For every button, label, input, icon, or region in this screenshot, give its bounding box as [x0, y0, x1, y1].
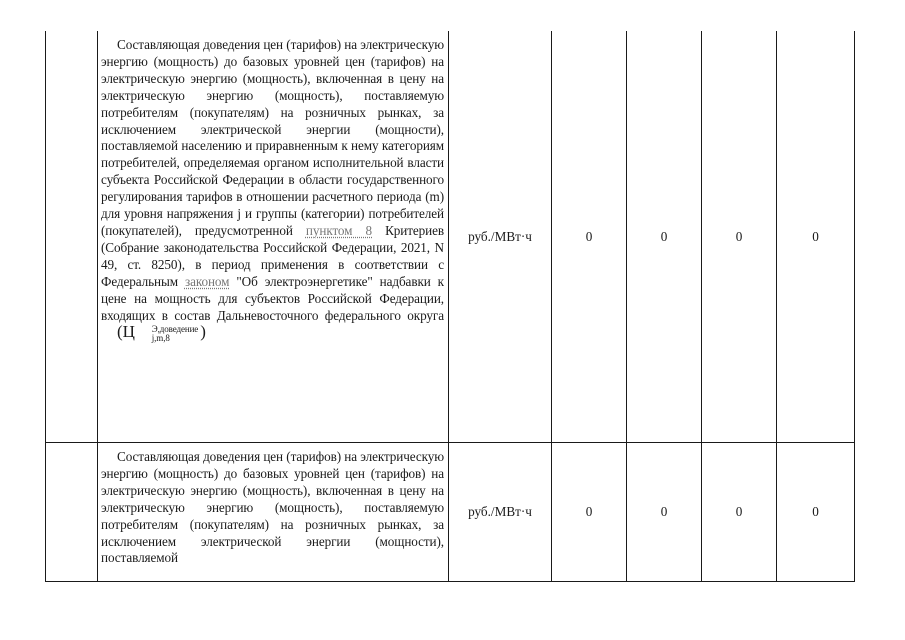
formula: [101, 324, 206, 343]
unit-cell: руб./МВт·ч: [449, 31, 552, 443]
value-cell: 0: [777, 31, 855, 443]
value-cell: 0: [627, 443, 702, 582]
row-number-cell: [46, 31, 98, 443]
description-part: "Об электроэнергетике" надбавки к цене на мощность для субъектов Российской Федерации, входящих в состав Дальневосточного федерального округа: [101, 273, 444, 323]
value-cell: 0: [702, 443, 777, 582]
value-cell: 0: [702, 31, 777, 443]
description-text: [101, 37, 444, 343]
formula-open-paren: (: [117, 322, 123, 342]
unit-cell: руб./МВт·ч: [449, 443, 552, 582]
table-row: [46, 443, 855, 582]
formula-close-paren: ): [200, 322, 206, 342]
formula-superscript: Э,доведение: [151, 324, 199, 335]
value-cell: 0: [777, 443, 855, 582]
criteria-point-link[interactable]: пунктом 8: [305, 222, 373, 238]
description-text: Составляющая доведения цен (тарифов) на электрическую энергию (мощность) до базовых уровней цен (тарифов) на электрическую энергию (мощность), включенная в цену на электрическую энергию (мощность), поставляемую потребителям (покупателям) на розничных рынках, за исключением электрической энергии (мощности), поставляемой: [101, 449, 444, 566]
value-cell: 0: [552, 443, 627, 582]
tariff-table: [45, 31, 855, 582]
description-part: Составляющая доведения цен (тарифов) на электрическую энергию (мощность) до базовых уровней цен (тарифов) на электрическую энергию (мощность), включенная в цену на электрическую энергию (мощность), поставляемую потребителям (покупателям) на розничных рынках, за исключением электрической энергии (мощности), поставляемой населению и приравненным к нему категориям потребителей, определяемая органом исполнительной власти субъекта Российской Федерации в области государственного регулирования тарифов в отношении расчетного периода (m) для уровня напряжения j и группы (категории) потребителей (покупателей), предусмотренной: [101, 37, 444, 238]
formula-subscript: j,m,8: [151, 333, 170, 344]
description-cell: [98, 31, 449, 443]
value-cell: 0: [627, 31, 702, 443]
description-cell: [98, 443, 449, 582]
table-row: [46, 31, 855, 443]
description-part: Критериев (Собрание законодательства Российской Федерации, 2021, N 49, ст. 8250), в период применения в соответствии с Федеральным: [101, 222, 445, 289]
value-cell: 0: [552, 31, 627, 443]
federal-law-link[interactable]: законом: [184, 273, 230, 289]
row-number-cell: [46, 443, 98, 582]
formula-letter: Ц: [122, 322, 135, 342]
